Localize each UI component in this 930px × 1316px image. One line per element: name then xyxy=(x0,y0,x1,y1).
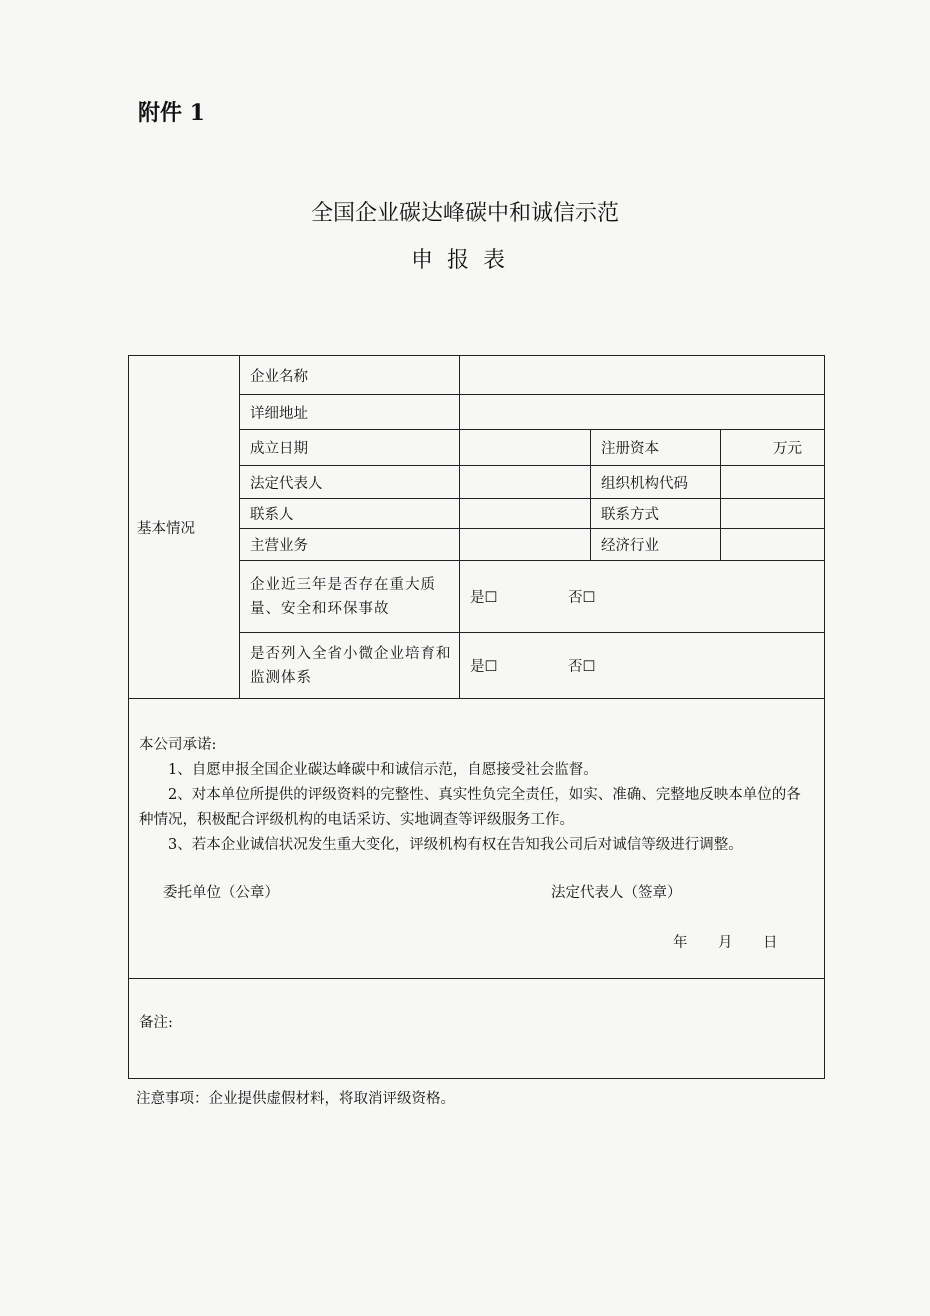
accident-answer xyxy=(460,561,825,633)
founded-date-field[interactable] xyxy=(460,430,591,466)
application-form xyxy=(128,355,825,1079)
company-name-field[interactable] xyxy=(460,356,825,395)
commitment-item-3: 3、若本企业诚信状况发生重大变化，评级机构有权在告知我公司后对诚信等级进行调整。 xyxy=(168,837,743,853)
form-subtitle: 申报表 xyxy=(410,248,519,273)
contact-label: 联系人 xyxy=(240,499,460,529)
founded-date-label: 成立日期 xyxy=(240,430,460,466)
form-title: 全国企业碳达峰碳中和诚信示范 xyxy=(310,201,619,226)
org-code-label: 组织机构代码 xyxy=(591,466,721,499)
attachment-label: 附件 1 xyxy=(138,100,205,126)
legal-rep-label: 法定代表人 xyxy=(240,466,460,499)
address-label: 详细地址 xyxy=(240,395,460,430)
reg-capital-label: 注册资本 xyxy=(591,430,721,466)
date-month: 月 xyxy=(718,935,733,951)
industry-label: 经济行业 xyxy=(591,529,721,561)
sign-date xyxy=(673,931,808,952)
reg-capital-field[interactable] xyxy=(721,430,825,466)
commitment-heading: 本公司承诺: xyxy=(139,737,217,753)
main-business-field[interactable] xyxy=(460,529,591,561)
date-year: 年 xyxy=(673,935,688,951)
accident-no-checkbox[interactable]: 否☐ xyxy=(568,590,596,606)
address-field[interactable] xyxy=(460,395,825,430)
org-code-field[interactable] xyxy=(721,466,825,499)
remarks-field[interactable] xyxy=(129,979,825,1079)
sme-yes-checkbox[interactable]: 是☐ xyxy=(470,659,498,675)
accident-question: 企业近三年是否存在重大质量、安全和环保事故 xyxy=(240,561,460,633)
entrust-unit-seal: 委托单位（公章） xyxy=(163,885,279,901)
sme-answer xyxy=(460,633,825,699)
industry-field[interactable] xyxy=(721,529,825,561)
legal-rep-field[interactable] xyxy=(460,466,591,499)
company-name-label: 企业名称 xyxy=(240,356,460,395)
contact-method-field[interactable] xyxy=(721,499,825,529)
accident-yes-checkbox[interactable]: 是☐ xyxy=(470,590,498,606)
main-business-label: 主营业务 xyxy=(240,529,460,561)
date-day: 日 xyxy=(763,935,778,951)
contact-field[interactable] xyxy=(460,499,591,529)
sme-no-checkbox[interactable]: 否☐ xyxy=(568,659,596,675)
commitment-item-1: 1、自愿申报全国企业碳达峰碳中和诚信示范，自愿接受社会监督。 xyxy=(168,762,598,778)
notice-text: 注意事项：企业提供虚假材料，将取消评级资格。 xyxy=(136,1091,455,1107)
remarks-label: 备注: xyxy=(139,1015,173,1031)
sme-question: 是否列入全省小微企业培育和监测体系 xyxy=(240,633,460,699)
commitment-item-2: 2、对本单位所提供的评级资料的完整性、真实性负完全责任，如实、准确、完整地反映本单位的各种情况，积极配合评级机构的电话采访、实地调查等评级服务工作。 xyxy=(139,787,801,828)
legal-rep-signature: 法定代表人（签章） xyxy=(551,885,682,901)
basic-info-section-label: 基本情况 xyxy=(129,356,240,699)
commitment-section xyxy=(129,699,825,979)
capital-unit: 万元 xyxy=(773,441,803,457)
contact-method-label: 联系方式 xyxy=(591,499,721,529)
